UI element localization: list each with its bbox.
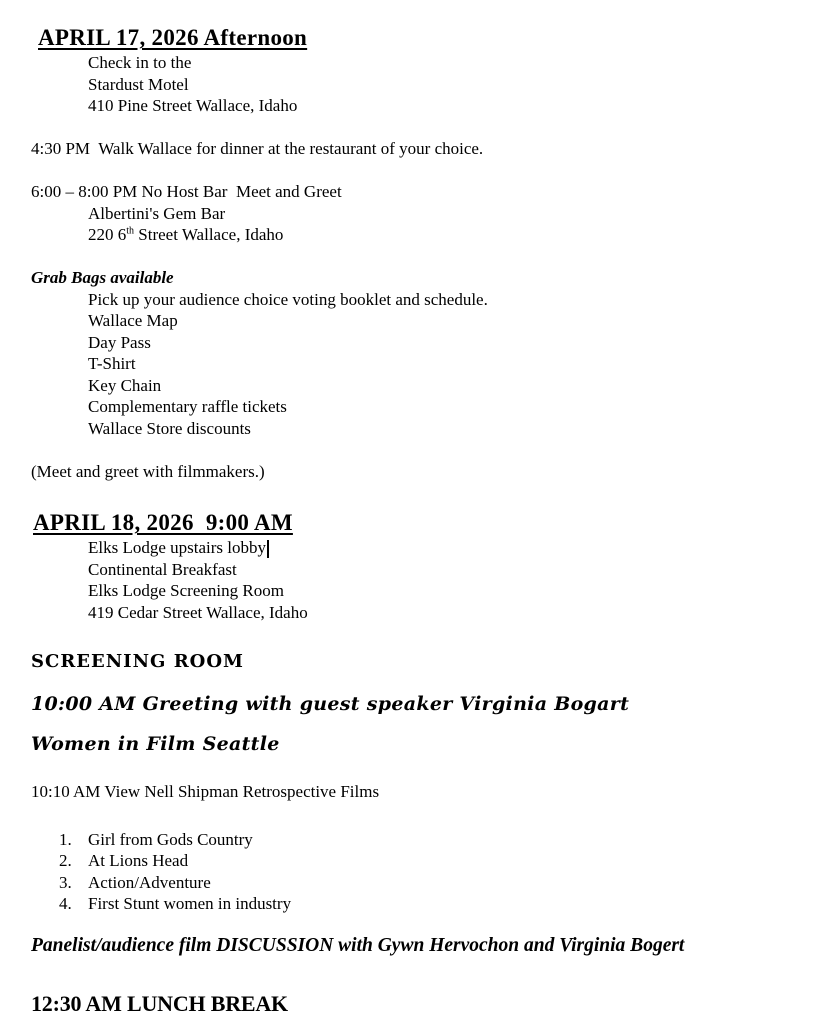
lobby-line[interactable] — [88, 537, 803, 559]
checkin-line-2[interactable]: Stardust Motel — [88, 74, 189, 94]
bar-address-street: Street Wallace, Idaho — [134, 225, 284, 244]
grab-bags-item-1[interactable]: Pick up your audience choice voting booklet and schedule. — [88, 289, 488, 309]
retrospective-line[interactable]: 10:10 AM View Nell Shipman Retrospective Films — [31, 782, 380, 801]
grab-bags-item-5[interactable]: Key Chain — [88, 375, 162, 395]
film-title: Action/Adventure — [88, 872, 211, 892]
walk-wallace-line[interactable]: 4:30 PM Walk Wallace for dinner at the restaurant of your choice. — [31, 139, 484, 158]
film-list — [31, 829, 803, 915]
text-caret — [267, 540, 269, 558]
grab-bags-item-7[interactable]: Wallace Store discounts — [88, 418, 251, 438]
no-host-bar-line[interactable]: 6:00 – 8:00 PM No Host Bar Meet and Greet — [31, 182, 342, 201]
film-title: At Lions Head — [88, 851, 189, 870]
checkin-line-3[interactable]: 410 Pine Street Wallace, Idaho — [88, 96, 298, 115]
bar-venue-line[interactable]: Albertini's Gem Bar — [88, 203, 226, 223]
film-list-item-1[interactable] — [59, 829, 803, 851]
checkin-line-1[interactable]: Check in to the — [88, 53, 192, 72]
lobby-text: Elks Lodge upstairs lobby — [88, 538, 267, 557]
bar-address-number: 220 6 — [88, 225, 127, 244]
film-list-item-4[interactable] — [59, 893, 803, 915]
film-list-item-3[interactable] — [59, 872, 803, 894]
meet-greet-note[interactable]: (Meet and greet with filmmakers.) — [31, 461, 265, 481]
greeting-org-line[interactable]: Women in Film Seattle — [31, 733, 280, 755]
film-number: 1. — [59, 829, 72, 849]
lunch-break-line[interactable]: 12:30 AM LUNCH BREAK — [31, 990, 288, 1016]
bar-address-line[interactable] — [88, 224, 803, 246]
film-number: 4. — [59, 894, 72, 913]
grab-bags-item-2[interactable]: Wallace Map — [88, 311, 178, 330]
film-number: 2. — [59, 851, 72, 870]
film-list-item-2[interactable] — [59, 850, 803, 872]
film-title: Girl from Gods Country — [88, 829, 253, 849]
grab-bags-item-3[interactable]: Day Pass — [88, 332, 151, 352]
venue-line-2[interactable]: Elks Lodge Screening Room — [88, 581, 284, 600]
panel-discussion-line[interactable]: Panelist/audience film DISCUSSION with Gywn Hervochon and Virginia Bogert — [31, 934, 685, 956]
greeting-speaker-line[interactable]: 10:00 AM Greeting with guest speaker Virginia Bogart — [31, 693, 630, 715]
ordinal-suffix: th — [126, 225, 135, 237]
venue-line-3[interactable]: 419 Cedar Street Wallace, Idaho — [88, 602, 308, 622]
grab-bags-item-4[interactable]: T-Shirt — [88, 354, 136, 373]
grab-bags-item-6[interactable]: Complementary raffle tickets — [88, 397, 287, 416]
heading-april-17[interactable]: APRIL 17, 2026 Afternoon — [38, 25, 308, 50]
film-number: 3. — [59, 872, 72, 892]
film-title: First Stunt women in industry — [88, 894, 292, 913]
heading-april-18[interactable]: APRIL 18, 2026 9:00 AM — [33, 510, 293, 535]
grab-bags-heading[interactable]: Grab Bags available — [31, 268, 174, 287]
screening-room-heading[interactable]: SCREENING ROOM — [31, 651, 244, 672]
venue-line-1[interactable]: Continental Breakfast — [88, 559, 237, 579]
